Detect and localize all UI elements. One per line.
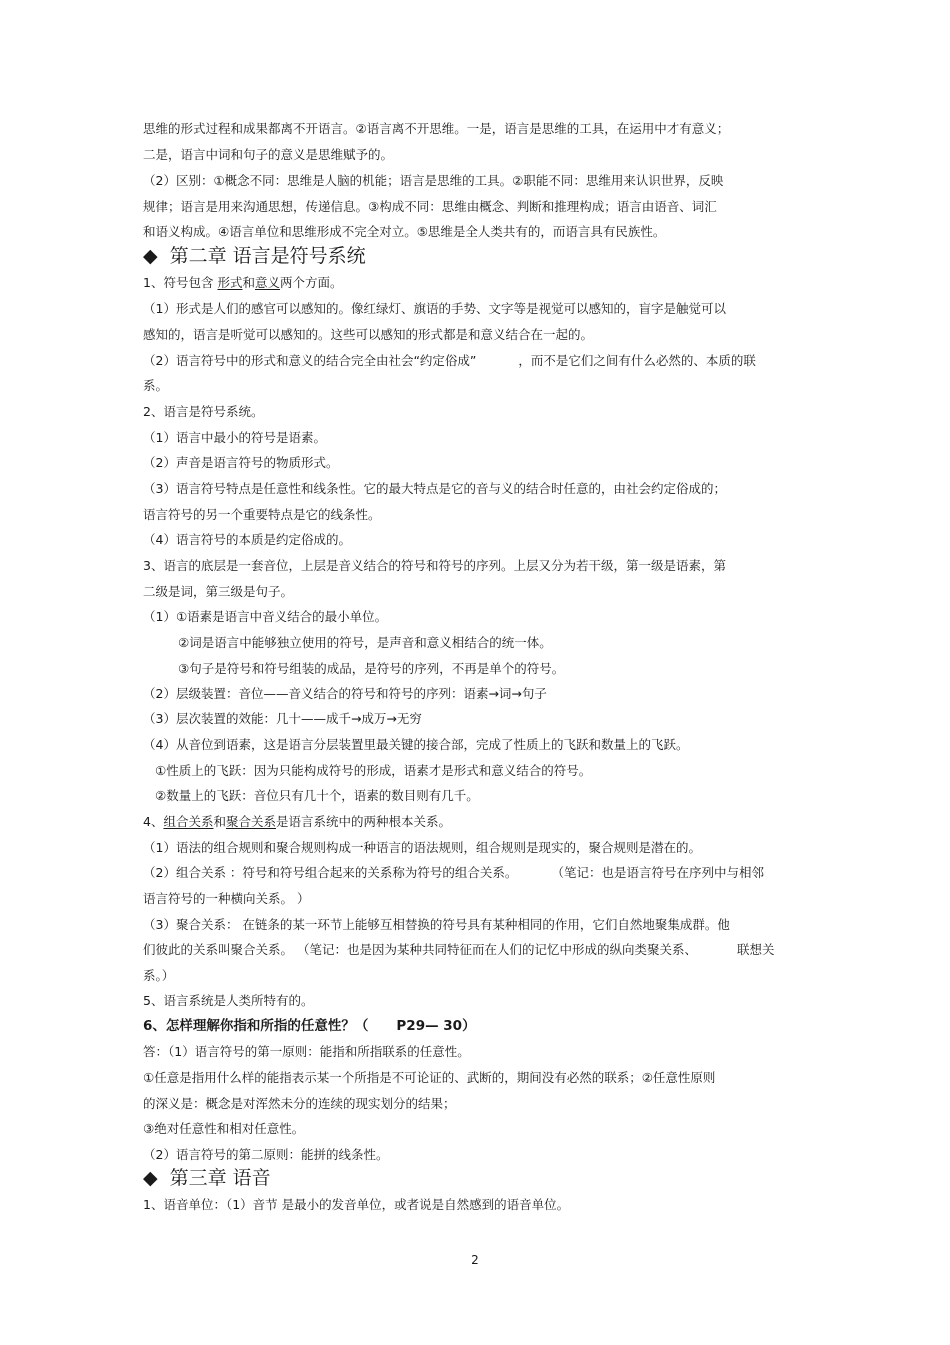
diamond-bullet-icon: ◆ xyxy=(143,245,158,267)
text-line: ②词是语言中能够独立使用的符号，是声音和意义相结合的统一体。 xyxy=(178,635,552,650)
text-segment: 6、怎样理解你指和所指的任意性？（ xyxy=(143,1018,369,1034)
chapter-title: 第二章 语言是符号系统 xyxy=(169,245,366,267)
text-segment: 们彼此的关系叫聚合关系。 （笔记：也是因为某种共同特征而在人们的记忆中形成的纵向类聚关系、 xyxy=(143,942,697,957)
text-segment: 和 xyxy=(242,275,255,290)
text-line: 语言符号的一种横向关系。 ） xyxy=(143,891,310,906)
text-line xyxy=(143,275,343,291)
text-line: 和语义构成。④语言单位和思维形成不完全对立。⑤思维是全人类共有的，而语言具有民族性。 xyxy=(143,224,666,239)
text-line: （3）聚合关系： 在链条的某一环节上能够互相替换的符号具有某种相同的作用，它们自然地聚集成群。他 xyxy=(143,917,730,932)
text-line: 二级是词，第三级是句子。 xyxy=(143,584,294,599)
text-line: 感知的，语言是听觉可以感知的。这些可以感知的形式都是和意义结合在一起的。 xyxy=(143,327,594,342)
text-line: （3）层次装置的效能：几十——成千→成万→无穷 xyxy=(143,711,422,726)
chapter-heading xyxy=(143,1167,271,1189)
text-line: ①任意是指用什么样的能指表示某一个所指是不可论证的、武断的，期间没有必然的联系；②任意性原则 xyxy=(143,1070,716,1085)
text-line: 2、语言是符号系统。 xyxy=(143,404,264,419)
text-line: 1、语音单位：（1）音节 是最小的发音单位，或者说是自然感到的语音单位。 xyxy=(143,1197,570,1212)
text-line: 思维的形式过程和成果都离不开语言。②语言离不开思维。一是，语言是思维的工具，在运用中才有意义； xyxy=(143,121,730,136)
page-number: 2 xyxy=(471,1253,479,1267)
text-line: 系。 xyxy=(143,378,169,393)
text-line: （1）语法的组合规则和聚合规则构成一种语言的语法规则，组合规则是现实的，聚合规则是潜在的。 xyxy=(143,840,701,855)
underlined-term: 意义 xyxy=(254,275,280,290)
text-segment: （2）语言符号中的形式和意义的结合完全由社会“约定俗成” xyxy=(143,353,477,368)
text-line xyxy=(143,814,451,830)
text-line: 系。） xyxy=(143,968,175,983)
text-line: （4）从音位到语素，这是语言分层装置里最关键的接合部，完成了性质上的飞跃和数量上的飞跃。 xyxy=(143,737,689,752)
underlined-term: 形式 xyxy=(217,275,243,290)
diamond-bullet-icon: ◆ xyxy=(143,1167,158,1189)
text-segment: 1、符号包含 xyxy=(143,275,218,290)
text-segment: 联想关 xyxy=(736,942,775,957)
text-line: ③句子是符号和符号组装的成品，是符号的序列，不再是单个的符号。 xyxy=(178,661,565,676)
text-line: ②数量上的飞跃：音位只有几十个，语素的数目则有几千。 xyxy=(155,788,479,803)
text-segment: 4、 xyxy=(143,814,164,829)
text-line: 规律；语言是用来沟通思想，传递信息。③构成不同：思维由概念、判断和推理构成；语言由语音、词汇 xyxy=(143,199,717,214)
text-line: 5、语言系统是人类所特有的。 xyxy=(143,993,314,1008)
text-line: 3、语言的底层是一套音位，上层是音义结合的符号和符号的序列。上层又分为若干级，第一级是语素，第 xyxy=(143,558,726,573)
text-line: （2）声音是语言符号的物质形式。 xyxy=(143,455,339,470)
text-line: （1）形式是人们的感官可以感知的。像红绿灯、旗语的手势、文字等是视觉可以感知的，盲字是触觉可以 xyxy=(143,301,726,316)
chapter-heading xyxy=(143,245,366,267)
text-line: （2）层级装置：音位——音义结合的符号和符号的序列：语素→词→句子 xyxy=(143,686,547,701)
text-line: 的深义是：概念是对浑然未分的连续的现实划分的结果； xyxy=(143,1096,456,1111)
text-line: （1）语言中最小的符号是语素。 xyxy=(143,430,326,445)
text-segment: 是语言系统中的两种根本关系。 xyxy=(276,814,452,829)
text-segment: 两个方面。 xyxy=(279,275,343,290)
text-line xyxy=(143,353,756,369)
text-line: 语言符号的另一个重要特点是它的线条性。 xyxy=(143,507,381,522)
text-line xyxy=(143,865,764,881)
underlined-term: 组合关系 xyxy=(163,814,214,829)
question-line xyxy=(143,1018,476,1034)
text-segment: P29— 30） xyxy=(396,1018,476,1034)
text-line: 二是，语言中词和句子的意义是思维赋予的。 xyxy=(143,147,394,162)
text-line: （2）语言符号的第二原则：能拼的线条性。 xyxy=(143,1147,389,1162)
text-line xyxy=(143,942,775,958)
text-segment: ，而不是它们之间有什么必然的、本质的联 xyxy=(518,353,756,368)
chapter-title: 第三章 语音 xyxy=(169,1167,271,1189)
text-segment: （笔记：也是语言符号在序列中与相邻 xyxy=(551,865,764,880)
text-line: （3）语言符号特点是任意性和线条性。它的最大特点是它的音与义的结合时任意的，由社会约定俗成的； xyxy=(143,481,726,496)
text-line: ①性质上的飞跃：因为只能构成符号的形成，语素才是形式和意义结合的符号。 xyxy=(155,763,592,778)
underlined-term: 聚合关系 xyxy=(225,814,276,829)
text-line: ③绝对任意性和相对任意性。 xyxy=(143,1121,305,1136)
text-line: 答：（1）语言符号的第一原则：能指和所指联系的任意性。 xyxy=(143,1044,470,1059)
text-line: （4）语言符号的本质是约定俗成的。 xyxy=(143,532,351,547)
text-segment: 和 xyxy=(213,814,226,829)
text-line: （1）①语素是语言中音义结合的最小单位。 xyxy=(143,609,388,624)
text-line: （2）区别：①概念不同：思维是人脑的机能；语言是思维的工具。②职能不同：思维用来认识世界，反映 xyxy=(143,173,724,188)
text-segment: （2）组合关系 ：符号和符号组合起来的关系称为符号的组合关系。 xyxy=(143,865,518,880)
